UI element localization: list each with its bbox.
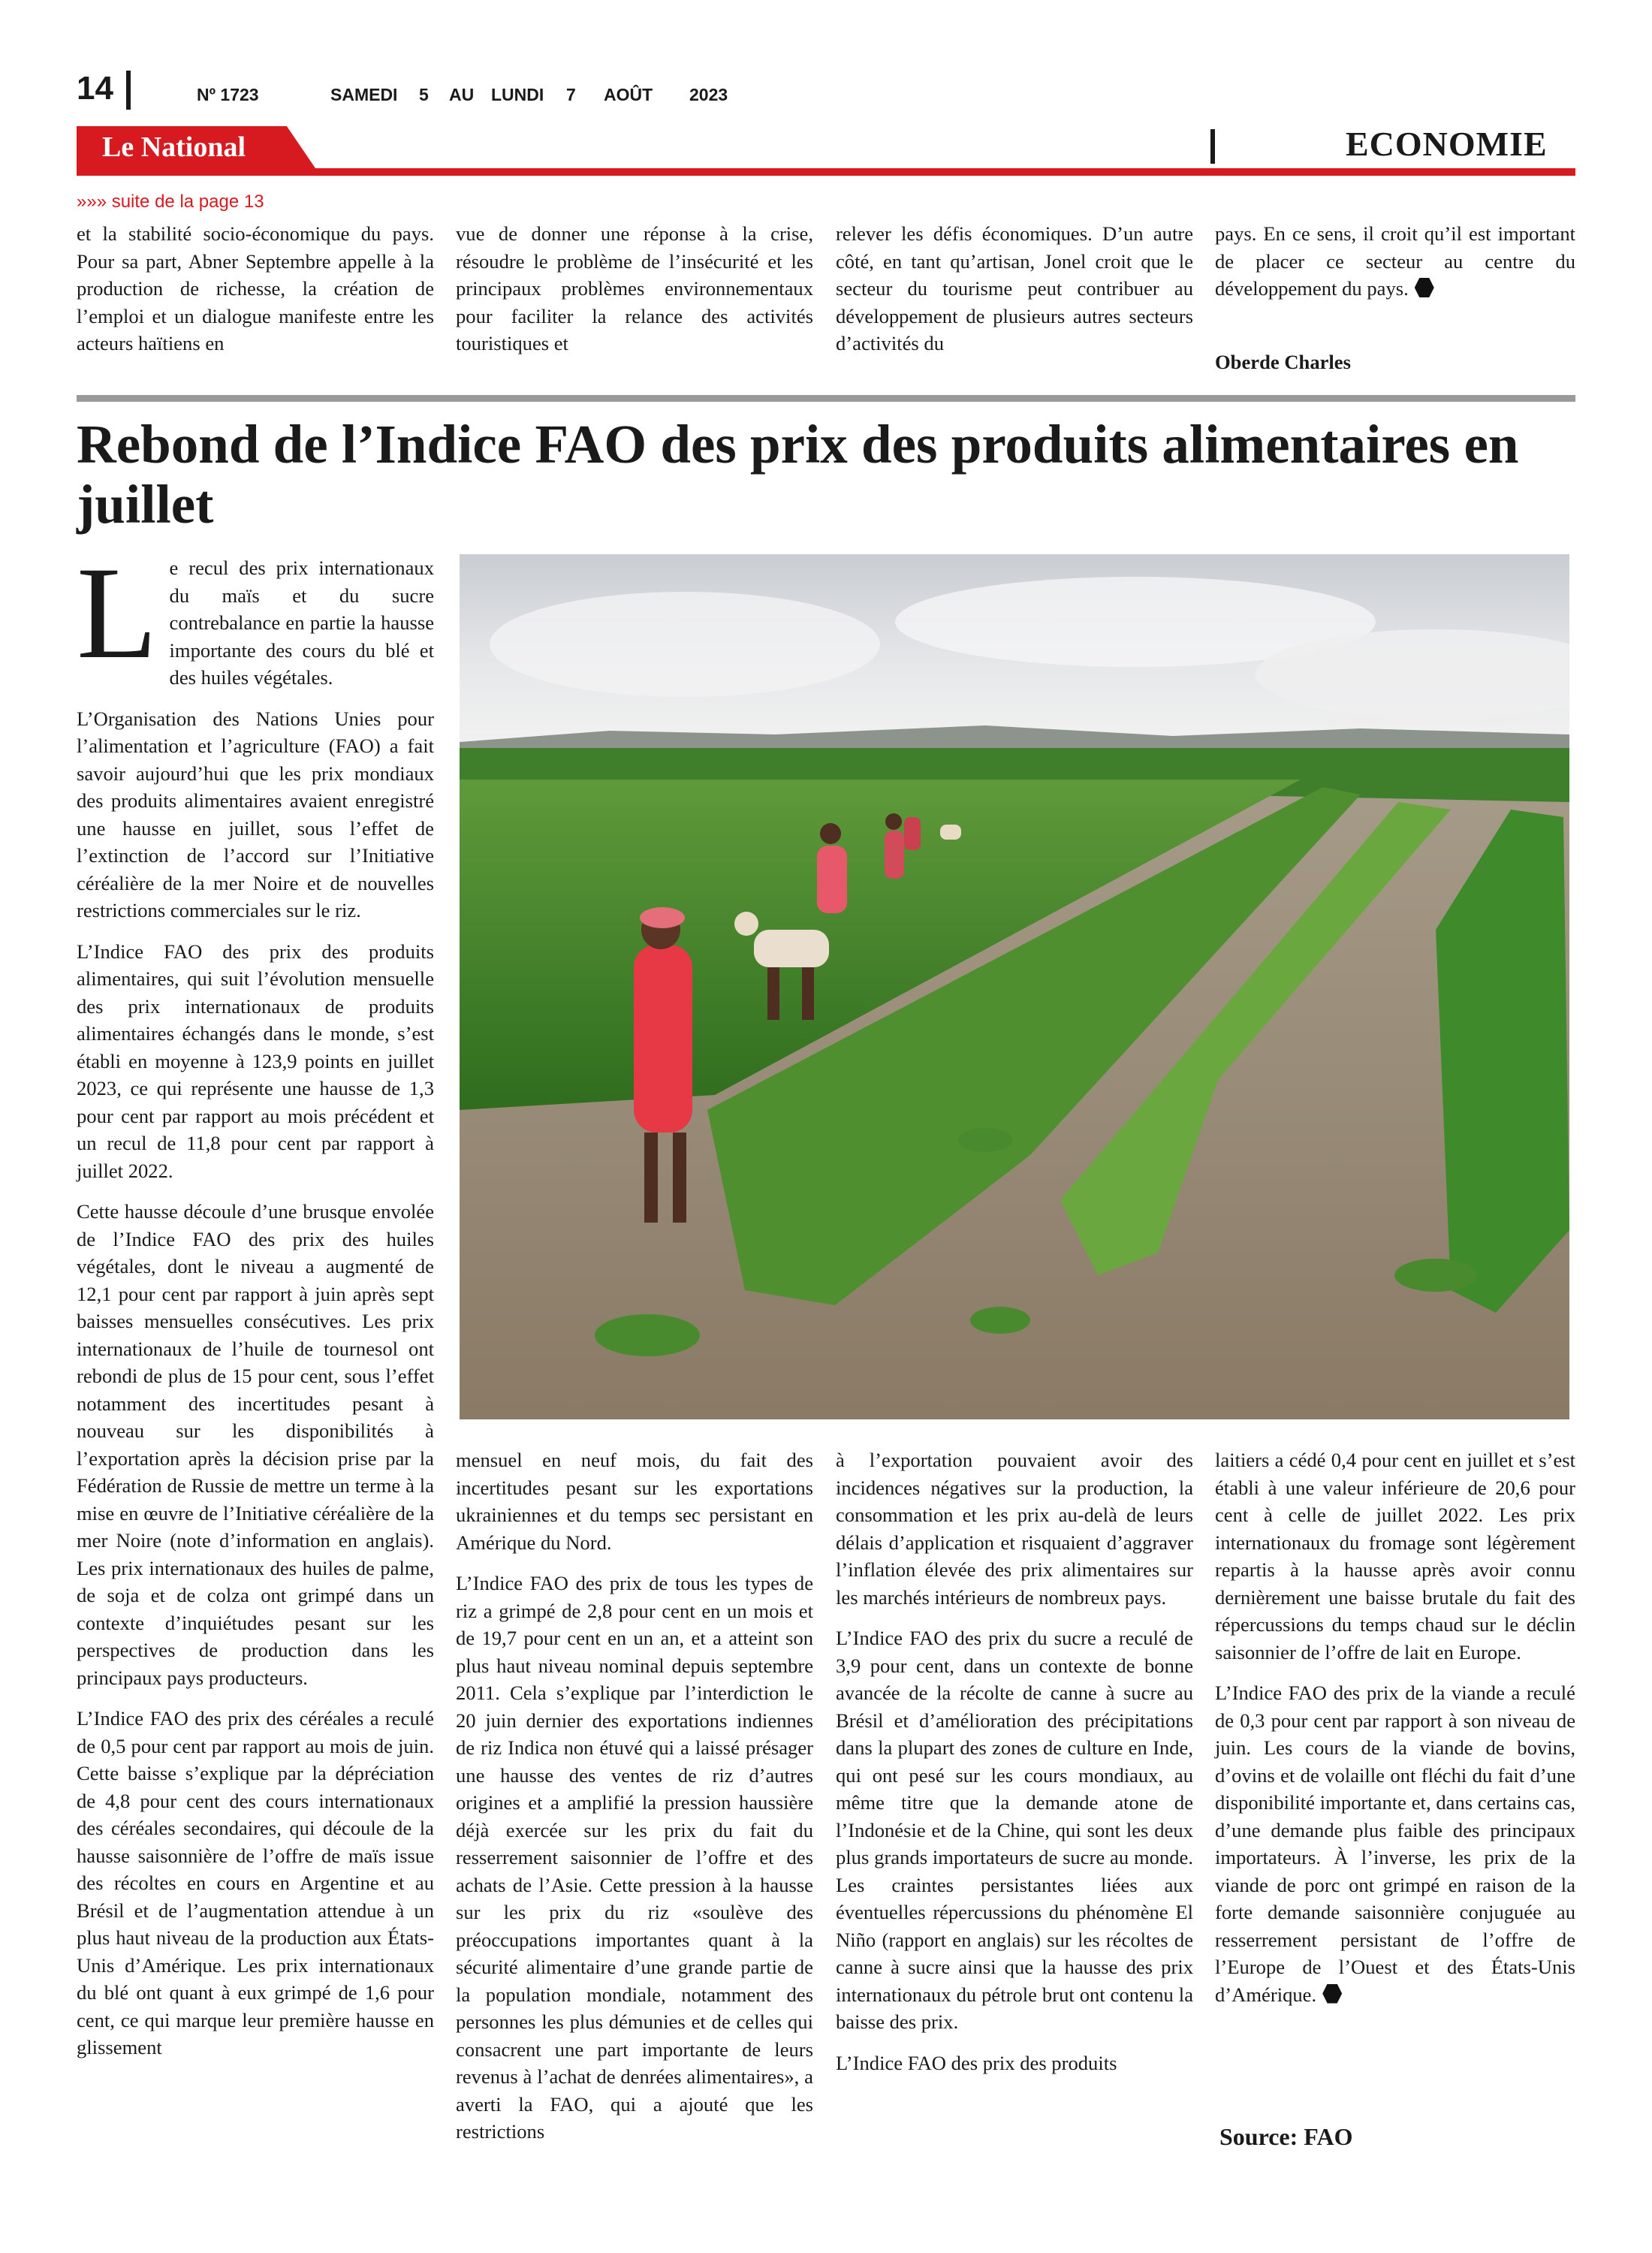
photo-illustration <box>460 554 1569 1419</box>
date-day1-num: 5 <box>419 85 429 104</box>
date-month: AOÛT <box>604 85 653 104</box>
continuation-column-2 <box>456 220 813 371</box>
rice-field-photo <box>460 554 1569 1419</box>
article-column-3 <box>836 1446 1193 2090</box>
header-rule <box>77 168 1575 176</box>
drop-cap: L <box>77 540 158 686</box>
article-column-4 <box>1215 1446 1575 2022</box>
date-day2: LUNDI <box>491 85 544 104</box>
article-source: Source: FAO <box>1219 2123 1353 2150</box>
article-headline: Rebond de l’Indice FAO des prix des produits alimentaires en juillet <box>77 414 1519 535</box>
article-author: Oberde Charles <box>1215 351 1351 373</box>
paragraph: L’Indice FAO des prix des céréales a reculé de 0,5 pour cent par rapport au mois de juin. Cette baisse s’explique par la dépréciation de 4,8 pour cent des cours internationaux des céréales secondaires, qui découle de la hausse saisonnière de l’offre de maïs issue des récoltes en cours en Argentine et au Brésil et de l’augmentation attendue à un plus haut niveau de la production aux États-Unis d’Amérique. Les prix internationaux du blé ont quant à eux grimpé de 1,6 pour cent, ce qui marque leur première hausse en glissement <box>77 1707 434 2058</box>
paragraph: L’Indice FAO des prix du sucre a reculé de 3,9 pour cent, dans un contexte de bonne avancée de la récolte de canne à sucre au Brésil et d’amélioration des précipitations dans la plupart des zones de culture en Inde, qui ont pesé sur les cours mondiaux, au même titre que la demande atone de l’Indonésie et de la Chine, qui sont les deux plus grands importateurs de sucre au monde. Les craintes persistantes liées aux éventuelles répercussions du phénomène El Niño (rapport en anglais) sur les récoltes de canne à sucre ainsi que la hausse des prix internationaux du pétrole brut ont contenu la baisse des prix. <box>836 1627 1193 2033</box>
paragraph: L’Indice FAO des prix de tous les types de riz a grimpé de 2,8 pour cent en un mois et de 19,7 pour cent en un an, et a atteint son plus haut niveau nominal depuis septembre 2011. Cela s’explique par l’interdiction le 20 juin dernier des exportations indiennes de riz Indica non étuvé qui a laissé présager une hausse des ventes de riz d’autres origines et a amplifié la pression haussière déjà exercée sur les prix du fait du resserrement saisonnier de l’offre et des achats de l’Asie. Cette pression à la hausse sur les prix du riz «soulève des préoccupations importantes quant à la sécurité alimentaire d’une grande partie de la population mondiale, notamment des personnes les plus démunies et de celles qui consacrent une part importante de leurs revenus à l’achat de denrées alimentaires», a averti la FAO, qui a ajouté que les restrictions <box>456 1572 813 2143</box>
date-au: AU <box>449 85 475 104</box>
continuation-column-4 <box>1215 220 1575 316</box>
continuation-text: vue de donner une réponse à la crise, résoudre le problème de l’insécurité et les principaux problèmes environnementaux pour faciliter la relance des activités touristiques et <box>456 222 813 354</box>
date-day1: SAMEDI <box>330 85 398 104</box>
brand-name: Le National <box>102 131 246 163</box>
paragraph: L’Organisation des Nations Unies pour l’alimentation et l’agriculture (FAO) a fait savoir aujourd’hui que les prix mondiaux des produits alimentaires avaient enregistré une hausse en juillet, sous l’effet de l’extinction de l’accord sur l’Initiative céréalière de la mer Noire et de nouvelles restrictions commerciales sur le riz. <box>77 707 434 921</box>
paragraph: Cette hausse découle d’une brusque envolée de l’Indice FAO des prix des huiles végétales, dont le niveau a augmenté de 12,1 pour cent par rapport à juin après sept baisses mensuelles consécutives. Les prix internationaux de l’huile de tournesol ont rebondi de plus de 15 pour cent, sous l’effet notamment des incertitudes pesant à nouveau sur les disponibilités à l’exportation après la décision prise par la Fédération de Russie de mettre un terme à la mise en œuvre de l’Initiative céréalière de la mer Noire (note d’information en anglais). Les prix internationaux des huiles de palme, de soja et de colza ont grimpé dans un contexte d’inquiétudes pesant sur les perspectives de production dans les principaux pays producteurs. <box>77 1200 434 1689</box>
paragraph: à l’exportation pouvaient avoir des incidences négatives sur la production, la consommation et les prix au-delà de leurs délais d’application et risquaient d’aggraver l’inflation élevée des prix alimentaires sur les marchés intérieurs de nombreux pays. <box>836 1449 1193 1609</box>
paragraph: L’Indice FAO des prix de la viande a reculé de 0,3 pour cent par rapport à son niveau de juin. Les cours de la viande de bovins, d’ovins et de volaille ont fléchi du fait d’une disponibilité importante et, dans certains cas, d’une demande plus faible des principaux importateurs. À l’inverse, les prix de la viande de porc ont grimpé en raison de la forte demande saisonnière conjuguée au resserrement persistant de l’offre de l’Europe de l’Ouest et des États-Unis d’Amérique. <box>1215 1681 1575 2006</box>
page-number-divider <box>126 71 131 110</box>
continuation-label: »»» suite de la page 13 <box>77 192 264 212</box>
paragraph: mensuel en neuf mois, du fait des incertitudes pesant sur les exportations ukrainiennes et du temps sec persistant en Amérique du Nord. <box>456 1449 813 1554</box>
article-column-2 <box>456 1446 813 2159</box>
article-divider <box>77 395 1575 402</box>
date-year: 2023 <box>689 85 728 104</box>
continuation-column-3 <box>836 220 1193 371</box>
continuation-column-1 <box>77 220 434 371</box>
section-title: ECONOMIE <box>1346 125 1548 163</box>
paragraph: L’Indice FAO des prix des produits <box>836 2051 1117 2074</box>
issue-number: Nº 1723 <box>197 85 259 104</box>
date-day2-num: 7 <box>566 85 576 104</box>
lead-paragraph: e recul des prix internationaux du maïs et du sucre contrebalance en partie la hausse importante des cours du blé et des huiles végétales. <box>169 556 434 689</box>
continuation-text: et la stabilité socio-économique du pays. Pour sa part, Abner Septembre appelle à la production de richesse, la création de l’emploi et un dialogue manifeste entre les acteurs haïtiens en <box>77 222 434 354</box>
end-mark-icon <box>1415 278 1434 297</box>
continuation-text: relever les défis économiques. D’un autre côté, en tant qu’artisan, Jonel croit que le secteur du tourisme peut contribuer au développement de plusieurs autres secteurs d’activités du <box>836 222 1193 354</box>
page-number: 14 <box>77 70 113 107</box>
article-column-1 <box>77 540 434 2075</box>
paragraph: L’Indice FAO des prix des produits alimentaires, qui suit l’évolution mensuelle des prix internationaux de produits alimentaires échangés dans le monde, s’est établi en moyenne à 123,9 points en juillet 2023, ce qui représente une hausse de 1,3 pour cent par rapport au mois précédent et un recul de 11,8 pour cent par rapport à juillet 2022. <box>77 940 434 1182</box>
continuation-text: pays. En ce sens, il croit qu’il est important de placer ce secteur au centre du développement du pays. <box>1215 222 1575 300</box>
section-divider <box>1210 129 1215 164</box>
paragraph: laitiers a cédé 0,4 pour cent en juillet et s’est établi à une valeur inférieure de 20,6 pour cent à celle de juillet 2022. Les prix internationaux du fromage sont légèrement repartis à la hausse après avoir connu dernièrement une baisse brutale du fait des répercussions du temps chaud sur le déclin saisonnier de l’offre de lait en Europe. <box>1215 1449 1575 1663</box>
end-mark-icon <box>1322 1984 1342 2004</box>
